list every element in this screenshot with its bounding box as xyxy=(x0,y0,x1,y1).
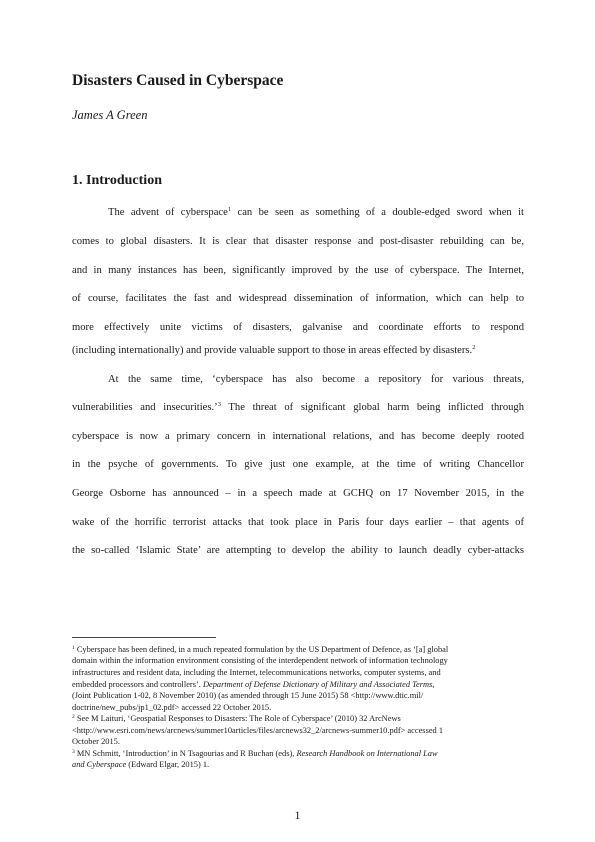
footnote-line: (Joint Publication 1-02, 8 November 2010) (as amended through 15 June 2015) 58 <http://www.dtic.mil/ xyxy=(72,691,424,700)
body-line: wake of the horrific terrorist attacks that took place in Paris four days earlier – that agents of xyxy=(72,517,524,528)
footnote-number: 2 xyxy=(72,714,75,720)
footnote-number: 3 xyxy=(72,749,75,755)
footnote-ref-1[interactable]: 1 xyxy=(227,206,232,213)
footnote-text: MN Schmitt, ‘Introduction’ in N Tsagourias and R Buchan (eds), xyxy=(74,749,297,758)
body-line: cyberspace is now a primary concern in international relations, and has become deeply rooted xyxy=(72,431,524,442)
footnote-line xyxy=(72,760,524,770)
body-line xyxy=(72,401,524,415)
body-line: At the same time, ‘cyberspace has also become a repository for various threats, xyxy=(108,374,524,385)
body-line: and in many instances has been, significantly improved by the use of cyberspace. The Internet, xyxy=(72,265,524,276)
body-text: vulnerabilities and insecurities.’ xyxy=(72,402,218,413)
footnote-line xyxy=(72,680,524,690)
footnote-ref-3[interactable]: 3 xyxy=(217,401,221,408)
body-text: can be seen as something of a double-edged sword when it xyxy=(231,207,525,218)
document-title: Disasters Caused in Cyberspace xyxy=(72,72,284,89)
footnote-3 xyxy=(72,749,524,759)
footnote-1 xyxy=(72,645,524,655)
footnote-citation-title: Research Handbook on International Law xyxy=(296,749,438,758)
footnote-number: 1 xyxy=(72,645,75,651)
body-text: The threat of significant global harm being inflicted through xyxy=(220,402,525,413)
footnote-text: See M Laituri, ‘Geospatial Responses to Disasters: The Role of Cyberspace’ (2010) 32 ArcNews xyxy=(74,714,401,723)
footnote-citation-title: and Cyberspace xyxy=(72,760,127,769)
page-number: 1 xyxy=(294,808,301,822)
footnote-line: October 2015. xyxy=(72,737,120,746)
footnote-line: domain within the information environment consisting of the interdependent network of information technology xyxy=(72,656,448,665)
footnote-line: doctrine/new_pubs/jp1_02.pdf> accessed 22 October 2015. xyxy=(72,703,272,712)
author-name: James A Green xyxy=(72,108,148,122)
footnote-text: embedded processors and controllers’. xyxy=(72,680,203,689)
body-text: The advent of cyberspace xyxy=(108,207,228,218)
footnote-text: (Edward Elgar, 2015) 1. xyxy=(126,760,210,769)
footnote-separator xyxy=(72,637,216,638)
footnote-line: <http://www.esri.com/news/arcnews/summer10articles/files/arcnews32_2/arcnews-summer10.pdf> accessed 1 xyxy=(72,726,444,735)
footnote-ref-2[interactable]: 2 xyxy=(472,344,476,351)
body-line: more effectively unite victims of disasters, galvanise and coordinate efforts to respond xyxy=(72,322,524,333)
footnote-2 xyxy=(72,714,524,724)
footnote-text: Cyberspace has been defined, in a much repeated formulation by the US Department of Defence, as ‘[a] global xyxy=(74,645,449,654)
body-line xyxy=(108,206,524,220)
section-heading: 1. Introduction xyxy=(72,173,162,188)
body-line: in the psyche of governments. To give just one example, at the time of writing Chancellor xyxy=(72,459,524,470)
body-line: George Osborne has announced – in a speech made at GCHQ on 17 November 2015, in the xyxy=(72,488,524,499)
body-line xyxy=(72,344,524,358)
footnote-text: , xyxy=(432,680,435,689)
body-line: of course, facilitates the fast and widespread dissemination of information, which can help to xyxy=(72,293,524,304)
body-text: (including internationally) and provide valuable support to those in areas effected by disasters. xyxy=(72,345,473,356)
body-line: comes to global disasters. It is clear that disaster response and post-disaster rebuilding can be, xyxy=(72,236,524,247)
footnote-line: infrastructures and resident data, including the Internet, telecommunications networks, computer systems, and xyxy=(72,668,441,677)
body-line: the so-called ‘Islamic State’ are attempting to develop the ability to launch deadly cyber-attacks xyxy=(72,545,524,556)
footnote-citation-title: Department of Defense Dictionary of Military and Associated Terms xyxy=(202,680,433,689)
